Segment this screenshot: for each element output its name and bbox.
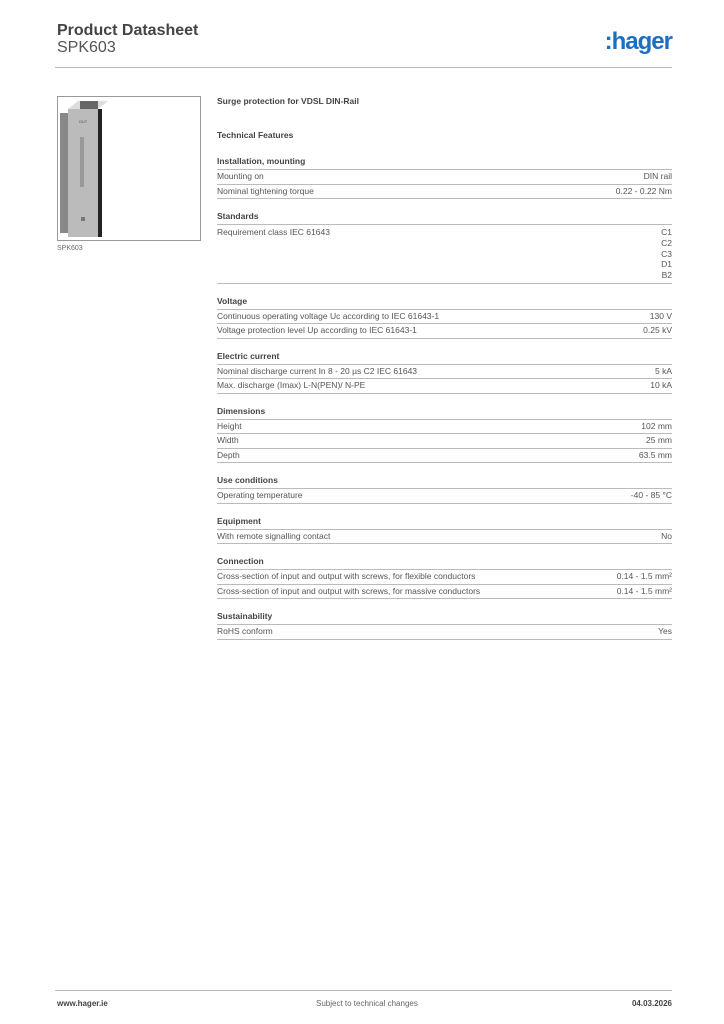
spec-label: RoHS conform — [217, 626, 273, 637]
spec-row — [217, 434, 672, 449]
spec-row — [217, 170, 672, 185]
spec-value — [644, 170, 672, 184]
spec-row — [217, 489, 672, 504]
spec-row — [217, 420, 672, 435]
section-title: Use conditions — [217, 475, 672, 489]
spec-value-item: 0.25 kV — [643, 325, 672, 336]
spec-value-item: 130 V — [649, 310, 672, 321]
spec-label: With remote signalling contact — [217, 530, 331, 541]
spec-label: Voltage protection level Up according to IEC 61643-1 — [217, 325, 417, 336]
spec-value — [643, 324, 672, 338]
spec-value-item: Yes — [658, 626, 672, 637]
spec-section — [217, 406, 672, 464]
spec-label: Nominal tightening torque — [217, 185, 314, 196]
spec-value-item: 102 mm — [641, 420, 672, 431]
spec-value-item: D1 — [661, 259, 672, 270]
spec-value — [641, 420, 672, 434]
spec-label: Requirement class IEC 61643 — [217, 227, 330, 237]
header-divider — [55, 67, 672, 68]
section-title: Dimensions — [217, 406, 672, 420]
section-title: Installation, mounting — [217, 156, 672, 170]
spec-value-item: No — [661, 530, 672, 541]
spec-value — [658, 625, 672, 639]
spec-label: Cross-section of input and output with screws, for flexible conductors — [217, 571, 476, 582]
spec-value-item: 25 mm — [646, 435, 672, 446]
spec-row — [217, 625, 672, 640]
spec-table — [217, 96, 672, 640]
spec-section — [217, 156, 672, 199]
spec-label: Mounting on — [217, 171, 264, 181]
spec-value — [655, 365, 672, 379]
spec-value-item: 0.14 - 1.5 mm² — [616, 585, 672, 596]
spec-row — [217, 449, 672, 464]
spec-value — [617, 570, 672, 584]
footer-notice: Subject to technical changes — [316, 999, 418, 1008]
spec-value — [650, 379, 672, 393]
spec-value — [661, 530, 672, 544]
spec-value — [650, 310, 672, 324]
spec-row — [217, 310, 672, 325]
spec-label: Operating temperature — [217, 490, 303, 501]
spec-row — [217, 185, 672, 200]
spec-value-item: C2 — [661, 237, 672, 248]
product-description: Surge protection for VDSL DIN-Rail — [217, 96, 359, 106]
spec-value-item: -40 - 85 °C — [630, 490, 672, 501]
spec-row — [217, 530, 672, 545]
spec-label: Max. discharge (Imax) L-N(PEN)/ N-PE — [217, 380, 366, 391]
section-title: Electric current — [217, 351, 672, 365]
spec-label: Depth — [217, 449, 240, 460]
image-caption: SPK603 — [57, 245, 83, 252]
spec-value-item: DIN rail — [643, 171, 672, 181]
spec-value — [646, 434, 672, 448]
spec-value-item: B2 — [661, 270, 672, 281]
spec-label: Height — [217, 420, 242, 431]
spec-value — [631, 489, 672, 503]
out-label: OUT — [78, 119, 88, 124]
spec-section — [217, 475, 672, 504]
spec-section — [217, 516, 672, 545]
spec-value-item: C3 — [661, 248, 672, 259]
features-title: Technical Features — [217, 130, 294, 140]
spec-value-item: 63.5 mm — [638, 449, 672, 460]
section-title: Standards — [217, 211, 672, 225]
footer-divider — [55, 990, 672, 991]
spec-section — [217, 296, 672, 339]
spec-value — [617, 585, 672, 599]
footer-website-link[interactable]: www.hager.ie — [57, 999, 108, 1008]
section-title: Sustainability — [217, 611, 672, 625]
spec-value-item: 0.22 - 0.22 Nm — [615, 185, 672, 196]
spec-section — [217, 211, 672, 284]
spec-row — [217, 379, 672, 394]
section-title: Voltage — [217, 296, 672, 310]
spec-value — [661, 225, 672, 283]
hager-logo: :hager — [604, 28, 672, 55]
spec-row — [217, 324, 672, 339]
spec-label: Nominal discharge current In 8 - 20 µs C2 IEC 61643 — [217, 365, 418, 376]
spec-value-item: 5 kA — [654, 365, 672, 376]
spec-row — [217, 225, 672, 284]
spec-label: Cross-section of input and output with screws, for massive conductors — [217, 585, 481, 596]
footer-date: 04.03.2026 — [631, 999, 672, 1008]
product-image — [57, 96, 201, 241]
spec-row — [217, 570, 672, 585]
spec-value-item: C1 — [661, 227, 672, 237]
section-title: Connection — [217, 556, 672, 570]
spec-value — [616, 185, 672, 199]
spec-section — [217, 556, 672, 599]
spec-section — [217, 351, 672, 394]
page-title: Product Datasheet — [57, 22, 199, 39]
section-title: Equipment — [217, 516, 672, 530]
spec-label: Width — [217, 435, 239, 446]
spec-row — [217, 585, 672, 600]
spec-value-item: 10 kA — [650, 380, 672, 391]
product-code: SPK603 — [57, 39, 116, 56]
spec-section — [217, 611, 672, 640]
spec-value-item: 0.14 - 1.5 mm² — [616, 571, 672, 582]
spec-value — [639, 449, 672, 463]
spec-label: Continuous operating voltage Uc according to IEC 61643-1 — [217, 310, 440, 321]
spec-row — [217, 365, 672, 380]
